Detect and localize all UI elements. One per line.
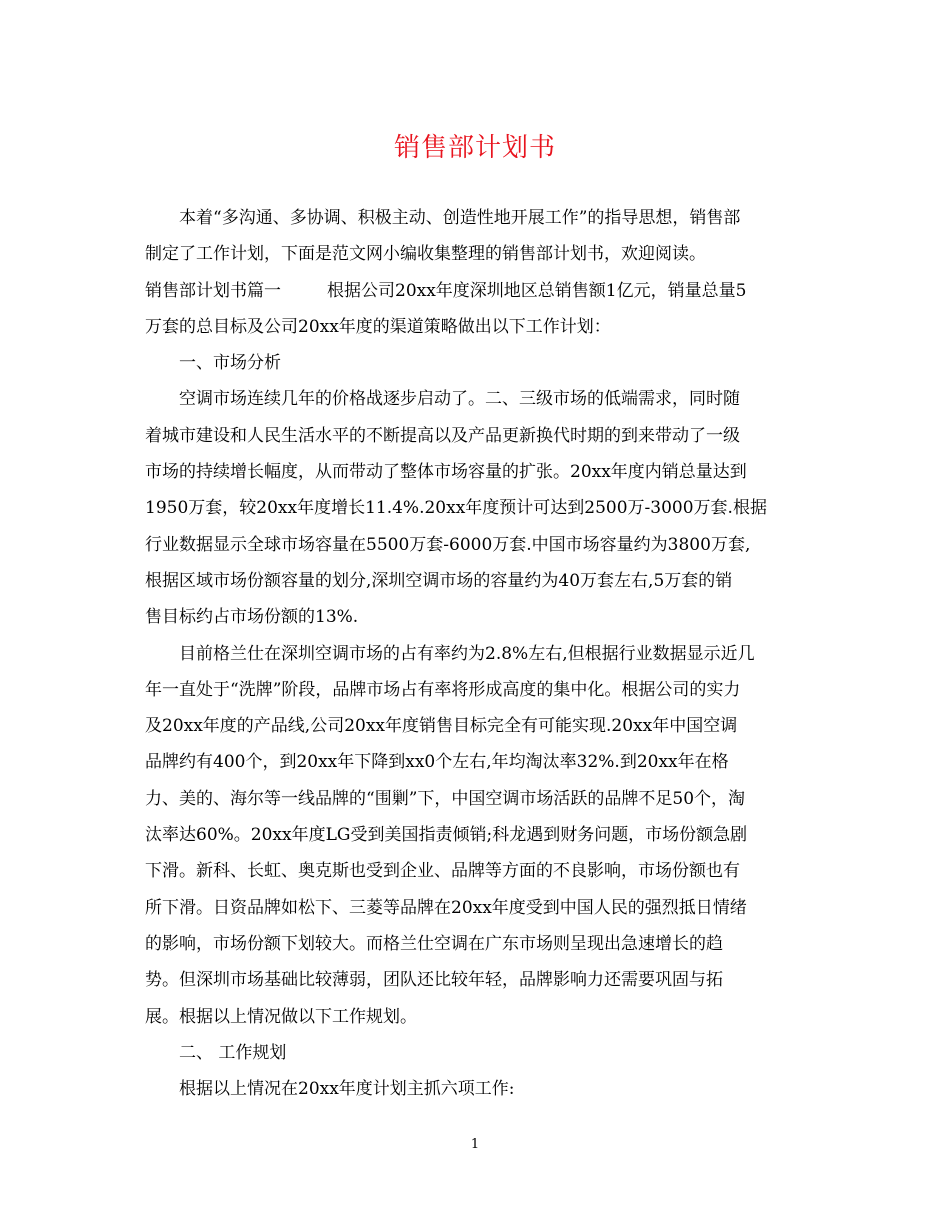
paragraph-line: 本着“多沟通、多协调、积极主动、创造性地开展工作”的指导思想，销售部	[179, 208, 741, 228]
paragraph-line: 制定了工作计划，下面是范文网小编收集整理的销售部计划书，欢迎阅读。	[145, 244, 706, 265]
paragraph-line: 1950万套，较20xx年度增长11.4%.20xx年度预计可达到2500万-3000万套.根据	[145, 498, 767, 519]
paragraph-text: 根据公司20xx年度深圳地区总销售额1亿元，销量总量5	[327, 280, 747, 301]
document-title: 销售部计划书	[393, 133, 556, 163]
paragraph-line: 下滑。新科、长虹、奥克斯也受到企业、品牌等方面的不良影响，市场份额也有	[145, 861, 740, 882]
paragraph-line: 行业数据显示全球市场容量在5500万套-6000万套.中国市场容量约为3800万套,	[145, 534, 751, 555]
paragraph-line: 目前格兰仕在深圳空调市场的占有率约为2.8%左右,但根据行业数据显示近几	[179, 643, 755, 664]
section-heading: 一、市场分析	[179, 353, 281, 374]
paragraph-line: 展。根据以上情况做以下工作规划。	[145, 1006, 417, 1027]
paragraph-line: 售目标约占市场份额的13%.	[145, 607, 359, 628]
section-heading: 销售部计划书篇一	[145, 280, 281, 301]
page-number: 1	[470, 1137, 480, 1152]
section-heading: 二、 工作规划	[179, 1042, 287, 1063]
section-heading-line	[145, 273, 805, 309]
paragraph-line: 万套的总目标及公司20xx年度的渠道策略做出以下工作计划：	[145, 316, 611, 337]
paragraph-line: 根据区域市场份额容量的划分,深圳空调市场的容量约为40万套左右,5万套的销	[145, 570, 733, 591]
paragraph-line: 品牌约有400个，到20xx年下降到xx0个左右,年均淘汰率32%.到20xx年在格	[145, 752, 729, 773]
paragraph-line: 市场的持续增长幅度，从而带动了整体市场容量的扩张。20xx年度内销总量达到	[145, 462, 747, 483]
paragraph-line: 年一直处于“洗牌”阶段，品牌市场占有率将形成高度的集中化。根据公司的实力	[145, 679, 741, 700]
paragraph-line: 力、美的、海尔等一线品牌的“围剿”下，中国空调市场活跃的品牌不足50个，淘	[145, 788, 746, 809]
paragraph-line: 根据以上情况在20xx年度计划主抓六项工作:	[179, 1079, 515, 1100]
paragraph-line: 所下滑。日资品牌如松下、三菱等品牌在20xx年度受到中国人民的强烈抵日情绪	[145, 897, 747, 918]
paragraph-line: 及20xx年度的产品线,公司20xx年度销售目标完全有可能实现.20xx年中国空调	[145, 716, 738, 737]
paragraph-line: 空调市场连续几年的价格战逐步启动了。二、三级市场的低端需求，同时随	[179, 389, 740, 410]
document-body	[145, 200, 805, 1107]
paragraph-line: 汰率达60%。20xx年度LG受到美国指责倾销;科龙遇到财务问题，市场份额急剧	[145, 825, 748, 846]
paragraph-line: 的影响，市场份额下划较大。而格兰仕空调在广东市场则呈现出急速增长的趋	[145, 933, 723, 954]
paragraph-line: 着城市建设和人民生活水平的不断提高以及产品更新换代时期的到来带动了一级	[145, 425, 740, 446]
paragraph-line: 势。但深圳市场基础比较薄弱，团队还比较年轻，品牌影响力还需要巩固与拓	[145, 970, 723, 991]
